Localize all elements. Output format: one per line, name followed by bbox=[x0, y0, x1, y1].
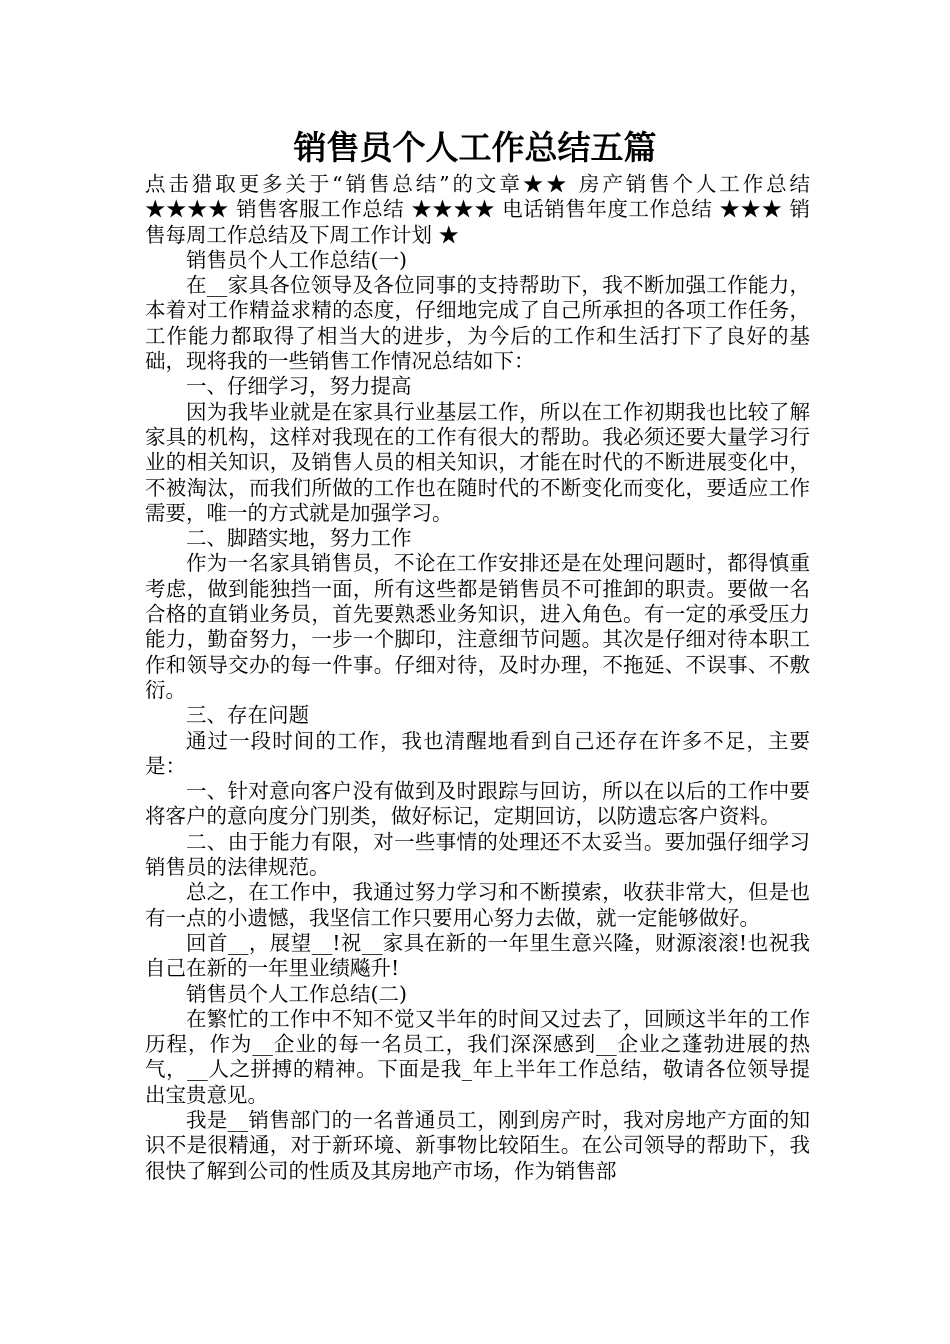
paragraph: 三、存在问题 bbox=[186, 703, 309, 728]
paragraph: 因为我毕业就是在家具行业基层工作，所以在工作初期我也比较了解家具的机构，这样对我现在的工作有很大的帮助。我必须还要大量学习行业的相关知识，及销售人员的相关知识，才能在时代的不断进展变化中，不被淘汰，而我们所做的工作也在随时代的不断变化而变化，要适应工作需要，唯一的方式就是加强学习。 bbox=[145, 399, 810, 525]
paragraph: 在繁忙的工作中不知不觉又半年的时间又过去了，回顾这半年的工作历程，作为__企业的每一名员工，我们深深感到__企业之蓬勃进展的热气，__人之拼搏的精神。下面是我_年上半年工作总结，敬请各位领导提出宝贵意见。 bbox=[145, 1006, 810, 1107]
paragraph: 通过一段时间的工作，我也清醒地看到自己还存在许多不足，主要是： bbox=[145, 728, 810, 778]
paragraph: 在__家具各位领导及各位同事的支持帮助下，我不断加强工作能力，本着对工作精益求精的态度，仔细地完成了自己所承担的各项工作任务，工作能力都取得了相当大的进步，为今后的工作和生活打下了良好的基础，现将我的一些销售工作情况总结如下： bbox=[145, 273, 810, 374]
paragraph: 二、由于能力有限，对一些事情的处理还不太妥当。要加强仔细学习销售员的法律规范。 bbox=[145, 829, 810, 880]
paragraph: 我是__销售部门的一名普通员工，刚到房产时，我对房地产方面的知识不是很精通，对于新环境、新事物比较陌生。在公司领导的帮助下，我很快了解到公司的性质及其房地产市场，作为销售部 bbox=[145, 1107, 810, 1183]
paragraph: 一、针对意向客户没有做到及时跟踪与回访，所以在以后的工作中要将客户的意向度分门别类，做好标记，定期回访，以防遗忘客户资料。 bbox=[145, 779, 810, 829]
paragraph: 销售员个人工作总结(二) bbox=[186, 981, 407, 1006]
paragraph: 销售员个人工作总结(一) bbox=[186, 247, 407, 272]
paragraph: 一、仔细学习，努力提高 bbox=[186, 374, 412, 399]
paragraph: 总之，在工作中，我通过努力学习和不断摸索，收获非常大，但是也有一点的小遗憾，我坚信工作只要用心努力去做，就一定能够做好。 bbox=[145, 880, 810, 930]
paragraph: 作为一名家具销售员，不论在工作安排还是在处理问题时，都得慎重考虑，做到能独挡一面，所有这些都是销售员不可推卸的职责。要做一名合格的直销业务员，首先要熟悉业务知识，进入角色。有一定的承受压力能力，勤奋努力，一步一个脚印，注意细节问题。其次是仔细对待本职工作和领导交办的每一件事。仔细对待，及时办理，不拖延、不误事、不敷衍。 bbox=[145, 551, 810, 702]
document-title: 销售员个人工作总结五篇 bbox=[293, 128, 657, 167]
paragraph: 点击猎取更多关于“销售总结”的文章★★ 房产销售个人工作总结 ★★★★ 销售客服工作总结 ★★★★ 电话销售年度工作总结 ★★★ 销售每周工作总结及下周工作计划 ★ bbox=[145, 172, 810, 247]
paragraph: 回首__，展望__!祝__家具在新的一年里生意兴隆，财源滚滚!也祝我自己在新的一年里业绩飚升! bbox=[145, 930, 810, 981]
document-body bbox=[145, 172, 810, 1184]
paragraph: 二、脚踏实地，努力工作 bbox=[186, 526, 412, 551]
